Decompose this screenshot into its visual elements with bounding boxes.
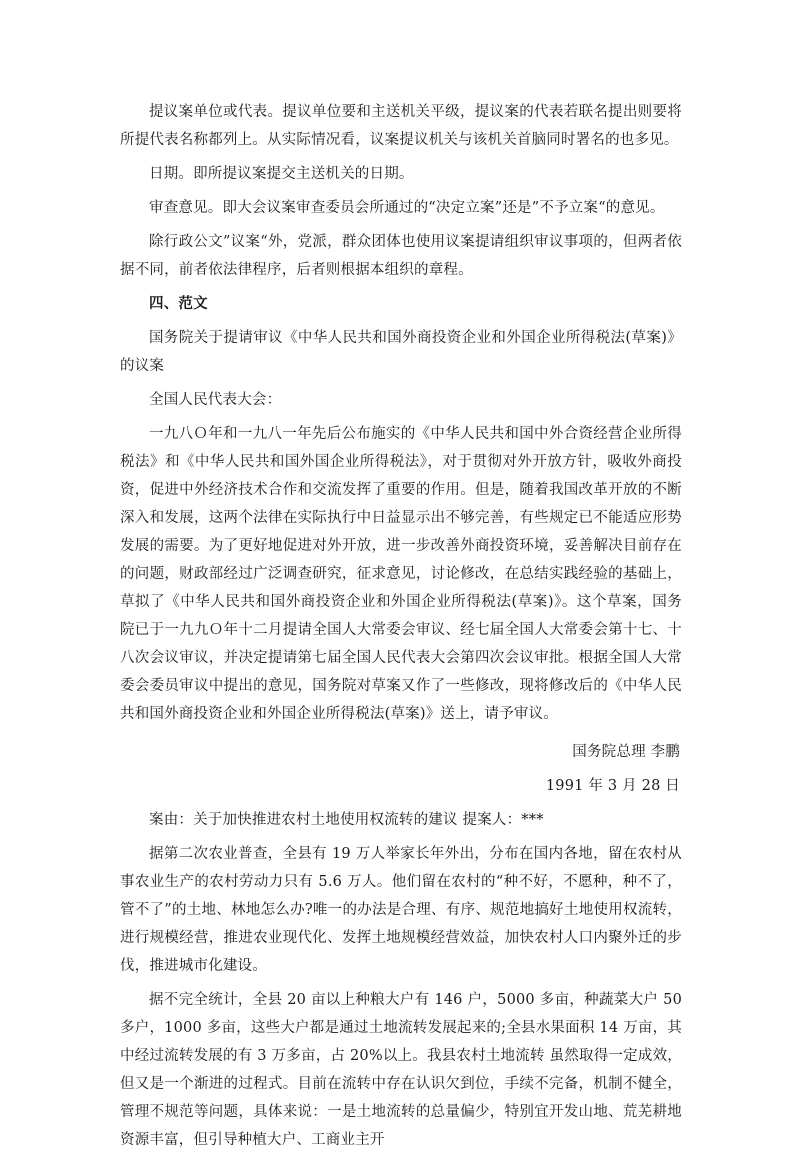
signature: 国务院总理 李鹏 [572,744,680,760]
sample-title: 国务院关于提请审议《中华人民共和国外商投资企业和外国企业所得税法(草案)》的议案 [120,330,682,374]
paragraph-proposer: 提议案单位或代表。提议单位要和主送机关平级，提议案的代表若联名提出则要将所提代表名称都列上。从实际情况看，议案提议机关与该机关首脑同时署名的也多见。 [120,104,682,148]
case-paragraph-statistics: 据不完全统计，全县 20 亩以上种粮大户有 146 户，5000 多亩，种蔬菜大户 50 多户，1000 多亩，这些大户都是通过土地流转发展起来的;全县水果面积 14 万亩，其中经过流转发展的有 3 万多亩，占 20%以上。我县农村土地流转 虽然取得一定成效，但又是一个渐进的过程式。目前在流转中存在认识欠到位，手续不完备，机制不健全，管理不规范等问题，具体来说：一是土地流转的总量偏少，特别宜开发山地、荒芜耕地资源丰富，但引导种植大户、工商业主开 [120,992,682,1148]
paragraph-other-organizations: 除行政公文”议案“外，党派，群众团体也使用议案提请组织审议事项的，但两者依据不同，前者依法律程序，后者则根据本组织的章程。 [120,234,682,278]
date: 1991 年 3 月 28 日 [545,778,680,794]
sample-body: 一九八Ｏ年和一九八一年先后公布施实的《中华人民共和国中外合资经营企业所得税法》和《中华人民共和国外国企业所得税法》，对于贯彻对外开放方针，吸收外商投资，促进中外经济技术合作和交流发挥了重要的作用。但是，随着我国改革开放的不断深入和发展，这两个法律在实际执行中日益显示出不够完善，有些规定已不能适应形势发展的需要。为了更好地促进对外开放，进一步改善外商投资环境，妥善解决目前存在的问题，财政部经过广泛调查研究，征求意见，讨论修改，在总结实践经验的基础上，草拟了《中华人民共和国外商投资企业和外国企业所得税法(草案)》。这个草案，国务院已于一九九Ｏ年十二月提请全国人大常委会审议、经七届全国人大常委会第十七、十八次会议审议，并决定提请第七届全国人民代表大会第四次会议审批。根据全国人大常委会委员审议中提出的意见，国务院对草案又作了一些修改，现将修改后的《中华人民共和国外商投资企业和外国企业所得税法(草案)》送上，请予审议。 [120,426,682,722]
case-paragraph-census: 据第二次农业普查，全县有 19 万人举家长年外出，分布在国内各地，留在农村从事农业生产的农村劳动力只有 5.6 万人。他们留在农村的“种不好，不愿种，种不了，管不了”的土地、林地怎么办?唯一的办法是合理、有序、规范地搞好土地使用权流转，进行规模经营，推进农业现代化、发挥土地规模经营效益，加快农村人口内聚外迁的步伐，推进城市化建设。 [120,846,682,974]
case-line: 案由：关于加快推进农村土地使用权流转的建议 提案人：*** [149,812,544,828]
paragraph-date: 日期。即所提议案提交主送机关的日期。 [149,166,414,182]
section-heading: 四、范文 [149,295,208,312]
document-page [120,98,682,1154]
paragraph-review-opinion: 审查意见。即大会议案审查委员会所通过的“决定立案”还是”不予立案“的意见。 [149,200,665,216]
salutation: 全国人民代表大会： [149,392,282,408]
